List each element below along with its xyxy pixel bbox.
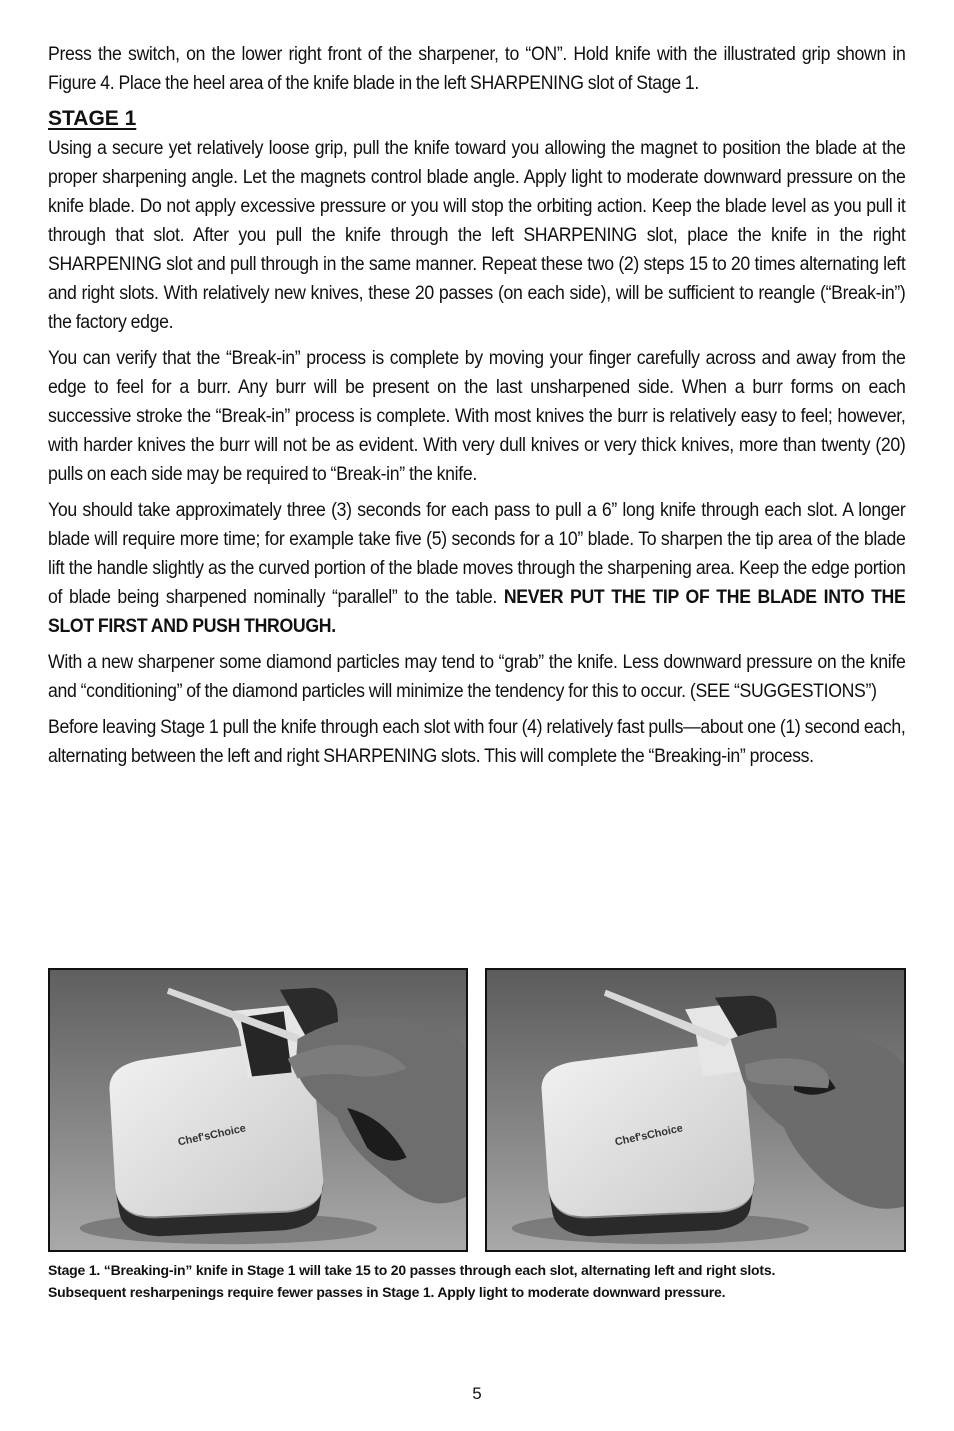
caption-line-1: Stage 1. “Breaking-in” knife in Stage 1 will take 15 to 20 passes through each slot, alternating left and right slots. <box>48 1262 776 1278</box>
page-number: 5 <box>472 1384 482 1403</box>
stage-1-heading: STAGE 1 <box>48 107 137 130</box>
brand-label-left: Chef'sChoice <box>176 1122 248 1149</box>
photo-row <box>48 968 906 1255</box>
page-body <box>48 40 906 778</box>
paragraph-fast-pulls: Before leaving Stage 1 pull the knife through each slot with four (4) relatively fast pulls—about one (1) second each, alternating between the left and right SHARPENING slots. This will complete the “Breaking-in” process. <box>48 717 906 767</box>
paragraph-grip-instructions: Using a secure yet relatively loose grip, pull the knife toward you allowing the magnet to position the blade at the proper sharpening angle. Let the magnets control blade angle. Apply light to moderate downward pressure on the knife blade. Do not apply excessive pressure or you will stop the orbiting action. Keep the blade level as you pull it through that slot. After you pull the knife through the left SHARPENING slot, place the knife in the right SHARPENING slot and pull through in the same manner. Repeat these two (2) steps 15 to 20 times alternating left and right slots. With relatively new knives, these 20 passes (on each side), will be sufficient to reangle (“Break-in”) the factory edge. <box>48 138 906 333</box>
paragraph-timing <box>48 496 905 641</box>
tip-warning: NEVER PUT THE TIP OF THE BLADE INTO THE SLOT FIRST AND PUSH THROUGH. <box>48 587 906 637</box>
photo-left-sharpener <box>48 968 468 1252</box>
brand-label-right: Chef'sChoice <box>613 1122 685 1149</box>
paragraph-diamond-grab: With a new sharpener some diamond particles may tend to “grab” the knife. Less downward pressure on the knife and “conditioning” of the diamond particles will minimize the tendency for this to occur. (SEE “SUGGESTIONS”) <box>48 652 906 702</box>
photo-right-sharpener <box>485 968 906 1252</box>
intro-paragraph: Press the switch, on the lower right front of the sharpener, to “ON”. Hold knife with the illustrated grip shown in Figure 4. Place the heel area of the knife blade in the left SHARPENING slot of Stage 1. <box>48 44 906 94</box>
paragraph-burr-check: You can verify that the “Break-in” process is complete by moving your finger carefully across and away from the edge to feel for a burr. Any burr will be present on the last unsharpened side. When a burr forms on each successive stroke the “Break-in” process is complete. With most knives the burr is relatively easy to feel; however, with harder knives the burr will not be as evident. With very dull knives or very thick knives, more than twenty (20) pulls on each side may be required to “Break-in” the knife. <box>48 348 906 485</box>
timing-text: You should take approximately three (3) seconds for each pass to pull a 6” long knife through each slot. A longer blade will require more time; for example take five (5) seconds for a 10” blade. To sharpen the tip area of the blade lift the handle slightly as the curved portion of the blade moves through the sharpening area. Keep the edge portion of blade being sharpened nominally “parallel” to the table. <box>48 500 906 608</box>
caption-line-2: Subsequent resharpenings require fewer passes in Stage 1. Apply light to moderate downward pressure. <box>48 1284 726 1300</box>
figure-caption <box>48 1259 918 1303</box>
